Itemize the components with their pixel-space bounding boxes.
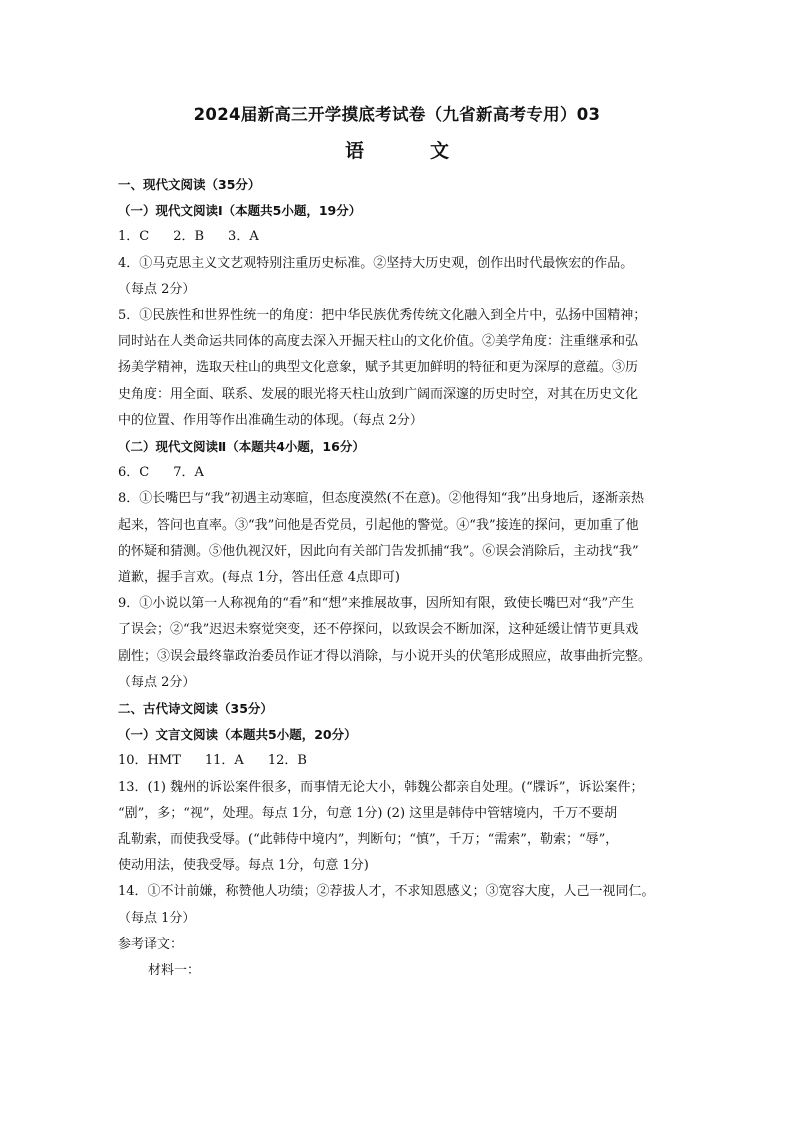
answer-q9-line: 剧性；③误会最终靠政治委员作证才得以消除，与小说开头的伏笔形成照应，故事曲折完整。 (118, 648, 652, 664)
answer-q1: 1．C (118, 229, 150, 245)
answer-q6: 6．C (118, 465, 150, 481)
answer-q11: 11．A (204, 753, 244, 769)
answer-q4-line: （每点 2分） (118, 281, 196, 297)
answer-q9-line: （每点 2分） (118, 674, 196, 690)
answer-q8-line: 8．①长嘴巴与“我”初遇主动寒暄，但态度漠然(不在意)。②他得知“我”出身地后，逐渐亲热 (118, 491, 644, 507)
answer-q3: 3．A (228, 229, 259, 245)
subsection-heading: （一）现代文阅读Ⅰ（本题共5小题，19分） (118, 203, 362, 219)
answer-q5-line: 5．①民族性和世界性统一的角度：把中华民族优秀传统文化融入到全片中，弘扬中国精神； (118, 308, 647, 324)
answer-q8-line: 道歉，握手言欢。(每点 1分，答出任意 4点即可) (118, 570, 400, 586)
answer-q13-line: “剧”，多；“视”，处理。每点 1分，句意 1分) (2) 这里是韩侍中管辖境内，千万不要胡 (118, 805, 618, 821)
subject-char-1: 语 (344, 140, 364, 162)
answer-q13-line: 13．(1) 魏州的诉讼案件很多，而事情无论大小，韩魏公都亲自处理。(“牒诉”，诉讼案件； (118, 779, 644, 795)
answer-q4-line: 4．①马克思主义文艺观特别注重历史标准。②坚持大历史观，创作出时代最恢宏的作品。 (118, 255, 634, 271)
answer-q10: 10．HMT (118, 753, 181, 769)
reference-translation-label: 参考译文： (118, 936, 184, 952)
answer-q13-line: 乱勒索，而使我受辱。(“此韩侍中境内”，判断句；“慎”，千万；“需索”，勒索；“辱”， (118, 832, 619, 848)
answer-q7: 7．A (173, 465, 204, 481)
answer-q8-line: 的怀疑和猜测。⑤他仇视汉奸，因此向有关部门告发抓捕“我”。⑥误会消除后，主动找“我” (118, 543, 639, 559)
answer-q9-line: 了误会；②“我”迟迟未察觉突变，还不停探问，以致误会不断加深，这种延缓让情节更具戏 (118, 622, 639, 638)
answer-row-q6-7 (118, 460, 686, 486)
subject-heading (0, 136, 794, 163)
answer-q14-line: （每点 1分） (118, 910, 196, 926)
answer-q2: 2．B (173, 229, 205, 245)
answer-q14-line: 14．①不计前嫌，称赞他人功绩；②荐拔人才，不求知恩感义；③宽容大度，人己一视同仁。 (118, 884, 655, 900)
answer-row-q10-12 (118, 748, 686, 774)
subsection-heading: （一）文言文阅读（本题共5小题，20分） (118, 727, 357, 743)
document-body (118, 172, 686, 984)
answer-q13-line: 使动用法，使我受辱。每点 1分，句意 1分) (118, 858, 369, 874)
document-title: 2024届新高三开学摸底考试卷（九省新高考专用）03 (193, 105, 601, 124)
subsection-heading: （二）现代文阅读Ⅱ（本题共4小题，16分） (118, 439, 365, 455)
answer-q5-line: 扬美学精神，选取天柱山的典型文化意象，赋予其更加鲜明的特征和更为深厚的意蕴。③历 (118, 360, 639, 376)
answer-q8-line: 起来，答问也直率。③“我”问他是否党员，引起他的警觉。④“我”接连的探问，更加重了他 (118, 517, 639, 533)
material-one-label: 材料一： (148, 963, 201, 979)
answer-q5-line: 中的位置、作用等作出准确生动的体现。（每点 2分） (118, 412, 423, 428)
answer-q12: 12．B (267, 753, 307, 769)
answer-row-q1-3 (118, 224, 686, 250)
answer-q5-line: 同时站在人类命运共同体的高度去深入开掘天柱山的文化价值。②美学角度：注重继承和弘 (118, 334, 639, 350)
section-heading: 一、现代文阅读（35分） (118, 177, 261, 192)
section-heading: 二、古代诗文阅读（35分） (118, 701, 273, 717)
subject-char-2: 文 (430, 140, 450, 162)
answer-q9-line: 9．①小说以第一人称视角的“看”和“想”来推展故事，因所知有限，致使长嘴巴对“我”产生 (118, 596, 635, 612)
answer-q5-line: 史角度：用全面、联系、发展的眼光将天柱山放到广阔而深邃的历史时空，对其在历史文化 (118, 386, 639, 402)
